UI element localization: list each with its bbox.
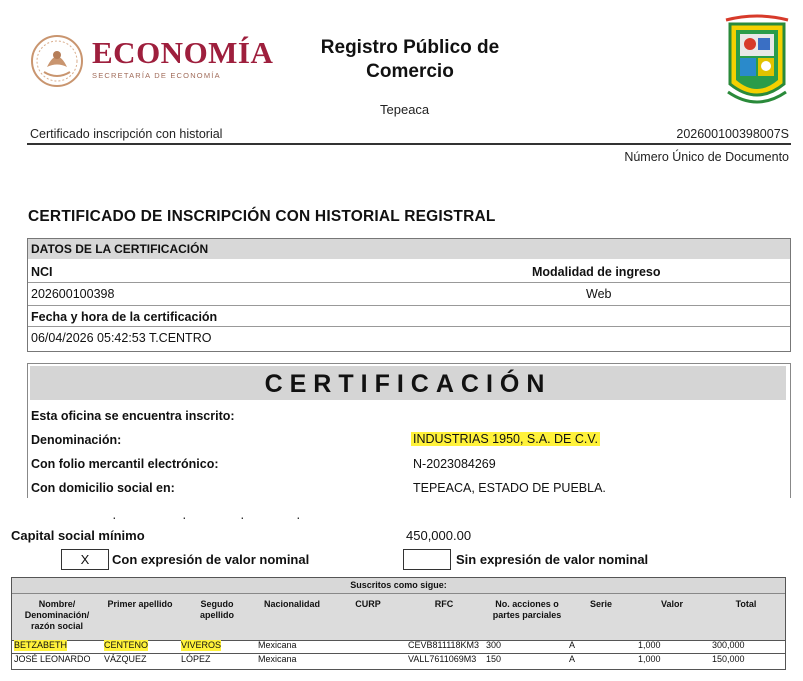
inscrito-label: Esta oficina se encuentra inscrito: — [31, 409, 235, 423]
table-cell: 300 — [486, 640, 502, 650]
table-cell: CENTENO — [104, 640, 149, 650]
certificate-type: Certificado inscripción con historial — [30, 127, 223, 141]
puebla-coat-of-arms-icon — [722, 14, 792, 110]
table-cell: 150 — [486, 654, 502, 664]
cutoff-mark: · — [182, 509, 187, 525]
table-cell: A — [569, 640, 576, 650]
nci-value: 202600100398 — [31, 287, 115, 301]
subscribers-table — [11, 577, 786, 670]
cutoff-mark: · — [112, 509, 117, 525]
table-cell: CEVB811118KM3 — [408, 640, 480, 650]
datos-divider — [28, 305, 790, 306]
subscribers-table-title: Suscritos como sigue: — [12, 578, 785, 594]
city-label: Tepeaca — [380, 102, 430, 117]
nominal-value-label: Con expresión de valor nominal — [112, 552, 310, 567]
logo-sub-text: SECRETARÍA DE ECONOMÍA — [92, 71, 221, 80]
datos-divider — [28, 282, 790, 283]
column-header: Valor — [660, 599, 683, 609]
column-header: Segudo apellido — [199, 599, 234, 620]
denominacion-value — [411, 432, 600, 446]
column-header: RFC — [434, 599, 454, 609]
table-cell: 1,000 — [638, 640, 661, 650]
document-number-label: Número Único de Documento — [624, 150, 789, 164]
table-cell: A — [569, 654, 576, 664]
title-line-2: Comercio — [366, 61, 454, 82]
nci-label: NCI — [31, 265, 53, 279]
logo-main-text: ECONOMÍA — [92, 35, 274, 70]
certification-data-header: DATOS DE LA CERTIFICACIÓN — [28, 239, 790, 259]
document-number: 202600100398007S — [676, 127, 789, 141]
no-nominal-value-label: Sin expresión de valor nominal — [456, 552, 649, 567]
column-header: Nombre/ Denominación/ razón social — [24, 599, 90, 631]
domicilio-label: Con domicilio social en: — [31, 481, 175, 495]
domicilio-value: TEPEACA, ESTADO DE PUEBLA. — [413, 481, 606, 495]
table-cell: VÁZQUEZ — [104, 654, 147, 664]
cutoff-mark: · — [240, 509, 245, 525]
capital-value: 450,000.00 — [406, 528, 472, 543]
table-row — [12, 640, 785, 653]
column-header: Nacionalidad — [263, 599, 320, 609]
denominacion-highlight: INDUSTRIAS 1950, S.A. DE C.V. — [413, 432, 599, 446]
table-cell: VIVEROS — [181, 640, 222, 650]
fecha-value: 06/04/2026 05:42:53 T.CENTRO — [31, 331, 212, 345]
table-cell: JOSÉ LEONARDO — [14, 654, 91, 664]
modalidad-value: Web — [586, 287, 612, 301]
certification-box — [27, 363, 791, 498]
datos-divider — [28, 326, 790, 327]
title-line-1: Registro Público de — [320, 37, 500, 58]
table-cell: BETZABETH — [14, 640, 68, 650]
column-header: Serie — [589, 599, 613, 609]
mexico-seal-icon — [30, 34, 84, 88]
column-header: CURP — [355, 599, 381, 609]
main-heading: CERTIFICADO DE INSCRIPCIÓN CON HISTORIAL REGISTRAL — [28, 208, 496, 225]
table-cell: 1,000 — [638, 654, 661, 664]
folio-value: N-2023084269 — [413, 457, 496, 471]
column-header: Total — [735, 599, 757, 609]
table-cell: LÓPEZ — [181, 654, 211, 664]
page-title — [290, 36, 530, 84]
table-cell: 300,000 — [712, 640, 745, 650]
column-header: No. acciones o partes parciales — [492, 599, 562, 620]
table-cell: Mexicana — [258, 640, 297, 650]
nominal-value-checkbox: X — [61, 549, 109, 570]
header-divider — [27, 143, 791, 145]
folio-label: Con folio mercantil electrónico: — [31, 457, 219, 471]
denominacion-label: Denominación: — [31, 433, 122, 447]
fecha-label: Fecha y hora de la certificación — [31, 310, 218, 324]
cutoff-mark: · — [296, 509, 301, 525]
column-header: Primer apellido — [107, 599, 173, 609]
capital-label: Capital social mínimo — [11, 528, 145, 543]
certification-data-box — [27, 238, 791, 352]
table-row — [12, 654, 785, 667]
no-nominal-value-checkbox — [403, 549, 451, 570]
economia-logo — [92, 37, 273, 80]
certification-banner: CERTIFICACIÓN — [30, 366, 786, 400]
table-cell: Mexicana — [258, 654, 297, 664]
table-cell: 150,000 — [712, 654, 745, 664]
table-cell: VALL7611069M3 — [408, 654, 477, 664]
subscribers-table-header — [12, 594, 785, 641]
modalidad-label: Modalidad de ingreso — [532, 265, 661, 279]
